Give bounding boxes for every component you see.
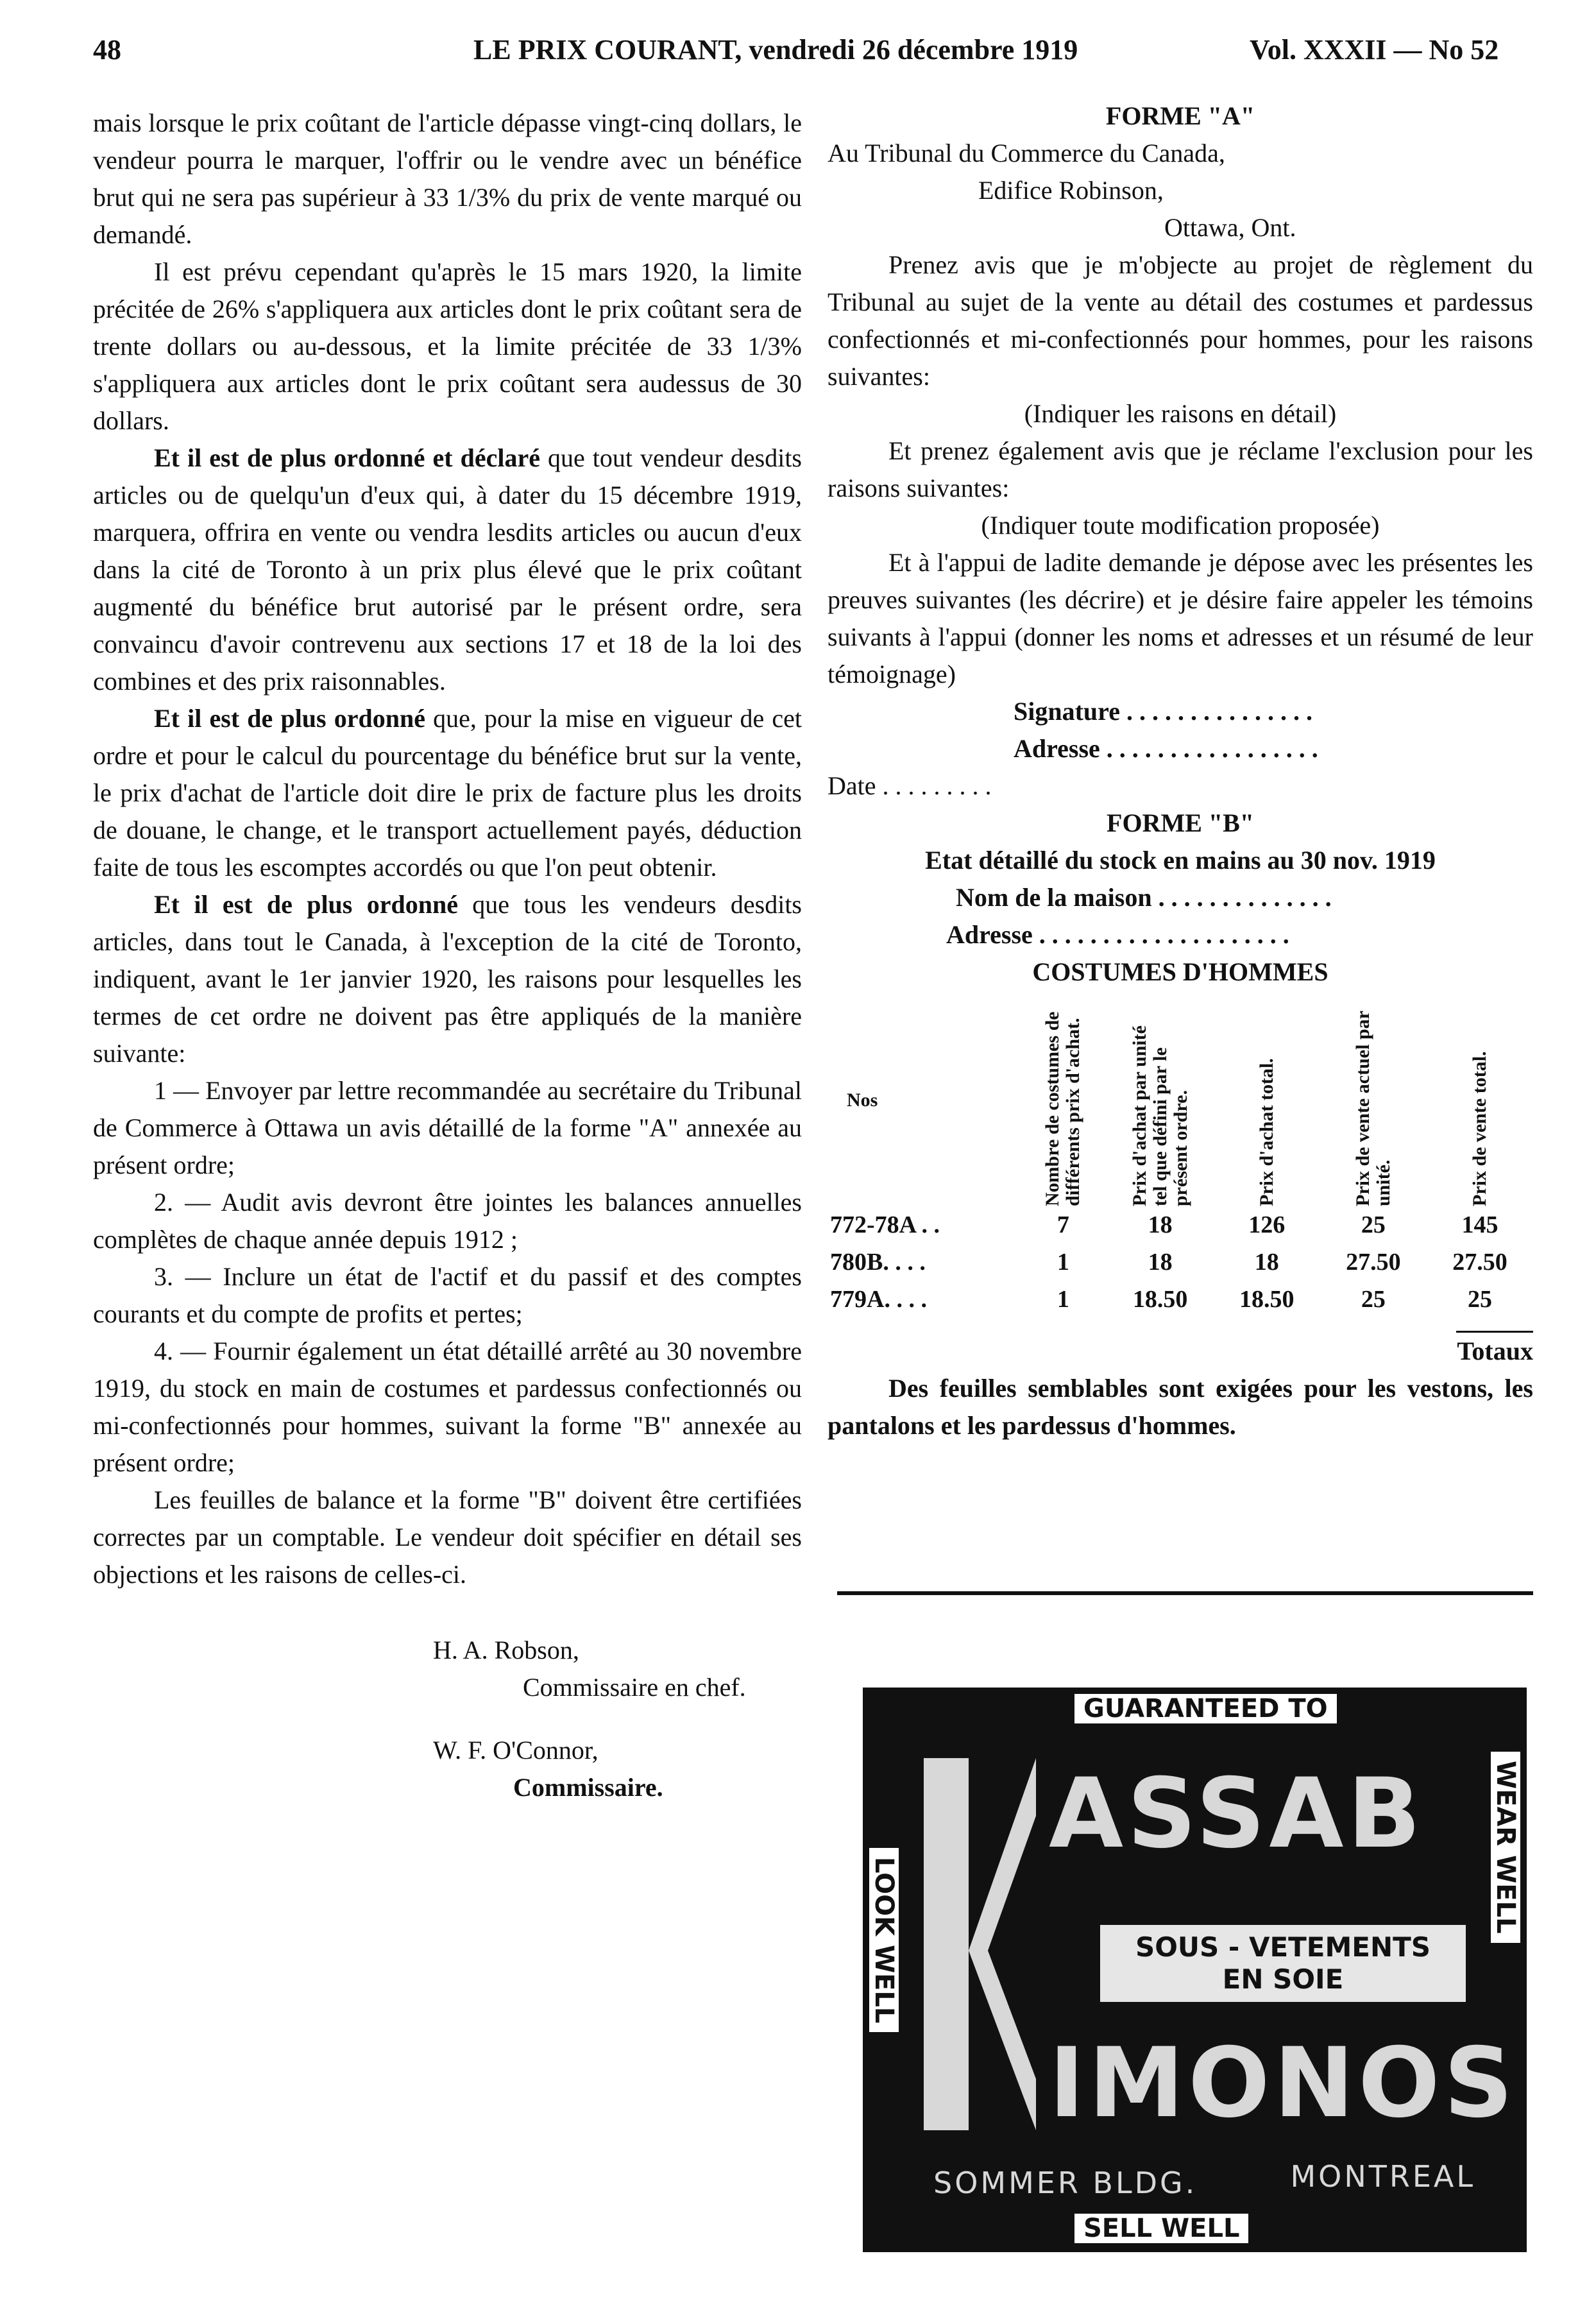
left-column: [93, 105, 802, 1806]
form-a-title: FORME "A": [1105, 101, 1255, 130]
table-cell: 1: [1057, 1286, 1069, 1313]
volume-issue: Vol. XXXII — No 52: [1250, 34, 1499, 65]
form-a-address-line: Au Tribunal du Commerce du Canada,: [828, 139, 1225, 167]
table-cell: 18: [1148, 1249, 1173, 1276]
product-name: IMONOS: [1049, 2028, 1517, 2139]
form-note: (Indiquer les raisons en détail): [1024, 399, 1337, 428]
form-b-note: Des feuilles semblables sont exigées pour les vestons, les pantalons et les pardessus d'hommes.: [828, 1374, 1533, 1440]
paragraph: Et prenez également avis que je réclame l'exclusion pour les raisons suivantes:: [828, 436, 1533, 502]
signature-field: Signature . . . . . . . . . . . . . . .: [1014, 697, 1312, 726]
table-cell: 18: [1254, 1249, 1279, 1276]
ad-banner-left: LOOK WELL: [869, 1848, 899, 2032]
page-number: 48: [93, 34, 121, 65]
signatory-title: Commissaire.: [513, 1773, 663, 1802]
running-title: LE PRIX COURANT, vendredi 26 décembre 1919: [473, 34, 1078, 65]
form-a-address-line: Edifice Robinson,: [978, 176, 1164, 205]
paragraph: Il est prévu cependant qu'après le 15 mars 1920, la limite précitée de 26% s'appliquera aux articles dont le prix coûtant sera de trente dollars ou au-dessous, et la limite précitée de 33 1/3% s'appliquera aux articles dont le prix coûtant sera audessus de 30 dollars.: [93, 257, 802, 435]
big-k-letter-icon: [917, 1758, 1039, 2130]
column-divider-rule: [837, 1591, 1533, 1595]
table-cell: 27.50: [1346, 1249, 1401, 1276]
signatory-title: Commissaire en chef.: [523, 1673, 746, 1702]
page-header: [0, 33, 1596, 78]
table-cell: 27.50: [1452, 1249, 1507, 1276]
form-b-title: FORME "B": [1107, 808, 1254, 837]
ad-banner-right: WEAR WELL: [1491, 1752, 1520, 1943]
paragraph-text: que, pour la mise en vigueur de cet ordre et pour le calcul du pourcentage du bénéfice brut sur la vente, le prix d'achat de l'article doit dire le prix de facture plus les droits de douane, le change, et le transport actuellement payés, déduction faite de tous les escomptes accordés ou que l'on peut obtenir.: [93, 704, 802, 882]
column-header-text: Prix de vente actuel par unité.: [1352, 1011, 1394, 1206]
paragraph: mais lorsque le prix coûtant de l'article dépasse vingt-cinq dollars, le vendeur pourra le marquer, l'offrir ou le vendre avec un bénéfice brut qui ne sera pas supérieur à 33 1/3% du prix de vente marqué ou demandé.: [93, 108, 802, 249]
column-header-text: Prix d'achat par unité tel que défini par le présent ordre.: [1128, 1025, 1191, 1206]
ad-product-line: EN SOIE: [1222, 1963, 1344, 1995]
table-cell: 145: [1461, 1211, 1498, 1238]
column-header-text: Prix de vente total.: [1468, 1051, 1490, 1206]
company-address-field: Adresse . . . . . . . . . . . . . . . . . . . .: [946, 920, 1289, 949]
totals-label: Totaux: [1457, 1337, 1533, 1365]
column-header-text: Prix d'achat total.: [1255, 1058, 1277, 1206]
paragraph-lead: Et il est de plus ordonné: [154, 890, 458, 919]
table-cell: 772-78A . .: [830, 1211, 940, 1238]
form-note: (Indiquer toute modification proposée): [981, 511, 1380, 540]
requirements-list: [93, 1072, 802, 1482]
list-item: 4. — Fournir également un état détaillé arrêté au 30 novembre 1919, du stock en main de costumes et pardessus confectionnés ou mi-confectionnés pour hommes, suivant la forme "B" annexée au présent ordre;: [93, 1337, 802, 1477]
column-header: [1107, 995, 1213, 1206]
table-cell: 25: [1361, 1286, 1386, 1313]
right-column: [828, 98, 1533, 1444]
table-row: [828, 1281, 1533, 1318]
table-cell: 18: [1148, 1211, 1173, 1238]
date-field: Date . . . . . . . . .: [828, 771, 992, 800]
paragraph: Prenez avis que je m'objecte au projet de règlement du Tribunal au sujet de la vente au détail des costumes et pardessus confectionnés et mi-confectionnés pour hommes, pour les raisons suivantes:: [828, 250, 1533, 391]
list-item: 3. — Inclure un état de l'actif et du passif et des comptes courants et du compte de profits et pertes;: [93, 1262, 802, 1328]
ad-banner-bottom: SELL WELL: [1074, 2214, 1248, 2243]
column-header-text: Nombre de costumes de différents prix d'achat.: [1042, 1011, 1084, 1206]
brand-name: ASSAB: [1049, 1758, 1425, 1870]
signatures: [93, 1632, 802, 1806]
paragraph: Et à l'appui de ladite demande je dépose avec les présentes les preuves suivantes (les décrire) et je désire faire appeler les témoins suivants à l'appui (donner les noms et adresses et un résumé de leur témoignage): [828, 548, 1533, 688]
column-header: [1320, 995, 1427, 1206]
table-cell: 25: [1467, 1286, 1492, 1313]
form-b-subtitle: Etat détaillé du stock en mains au 30 nov. 1919: [925, 846, 1436, 875]
column-header: [1427, 995, 1533, 1206]
form-a-address-line: Ottawa, Ont.: [1164, 213, 1296, 242]
ad-product-line: SOUS - VETEMENTS: [1135, 1931, 1431, 1963]
table-cell: 126: [1248, 1211, 1286, 1238]
paragraph-text: que tout vendeur desdits articles ou de quelqu'un d'eux qui, à dater du 15 décembre 1919, marquera, offrira en vente ou vendra lesdits articles ou aucun d'eux dans la cité de Toronto à un prix plus élevé que le prix coûtant augmenté du bénéfice brut autorisé par le présent ordre, sera convaincu d'avoir contrevenu aux sections 17 et 18 de la loi des combines et des prix raisonnables.: [93, 443, 802, 696]
table-cell: 18.50: [1239, 1286, 1295, 1313]
table-row: [828, 1244, 1533, 1281]
address-field: Adresse . . . . . . . . . . . . . . . . .: [1014, 734, 1318, 763]
list-item: 2. — Audit avis devront être jointes les balances annuelles complètes de chaque année depuis 1912 ;: [93, 1188, 802, 1254]
company-name-field: Nom de la maison . . . . . . . . . . . . . .: [956, 883, 1332, 912]
table-cell: 780B. . . .: [830, 1249, 926, 1276]
signatory-name: W. F. O'Connor,: [433, 1736, 598, 1765]
paragraph: Les feuilles de balance et la forme "B" doivent être certifiées correctes par un comptable. Le vendeur doit spécifier en détail ses objections et les raisons de celles-ci.: [93, 1485, 802, 1589]
stock-table: [828, 995, 1533, 1318]
paragraph: [93, 700, 802, 886]
kassab-advertisement: [863, 1688, 1527, 2252]
ad-building: SOMMER BLDG.: [933, 2166, 1198, 2200]
paragraph-lead: Et il est de plus ordonné: [154, 704, 426, 733]
ad-product-panel: [1100, 1925, 1466, 2002]
table-header-row: [828, 995, 1533, 1206]
table-cell: 25: [1361, 1211, 1386, 1238]
ad-city: MONTREAL: [1290, 2159, 1475, 2194]
ad-banner-top: GUARANTEED TO: [1074, 1694, 1337, 1723]
table-cell: 18.50: [1132, 1286, 1188, 1313]
paragraph-lead: Et il est de plus ordonné et déclaré: [154, 443, 540, 472]
table-cell: 1: [1057, 1249, 1069, 1276]
table-cell: 7: [1057, 1211, 1069, 1238]
column-header: [1019, 995, 1107, 1206]
table-row: [828, 1206, 1533, 1244]
paragraph-text: que tous les vendeurs desdits articles, dans tout le Canada, à l'exception de la cité de Toronto, indiquent, avant le 1er janvier 1920, les raisons pour lesquelles les termes de cet ordre ne doivent pas être appliqués de la manière suivante:: [93, 890, 802, 1068]
column-header: [1214, 995, 1320, 1206]
paragraph: [93, 440, 802, 700]
table-title: COSTUMES D'HOMMES: [1032, 957, 1329, 986]
column-header: Nos: [847, 1090, 878, 1111]
list-item: 1 — Envoyer par lettre recommandée au secrétaire du Tribunal de Commerce à Ottawa un avis détaillé de la forme "A" annexée au présent ordre;: [93, 1076, 802, 1179]
paragraph: [93, 886, 802, 1072]
table-cell: 779A. . . .: [830, 1286, 927, 1313]
signatory-name: H. A. Robson,: [433, 1636, 579, 1664]
